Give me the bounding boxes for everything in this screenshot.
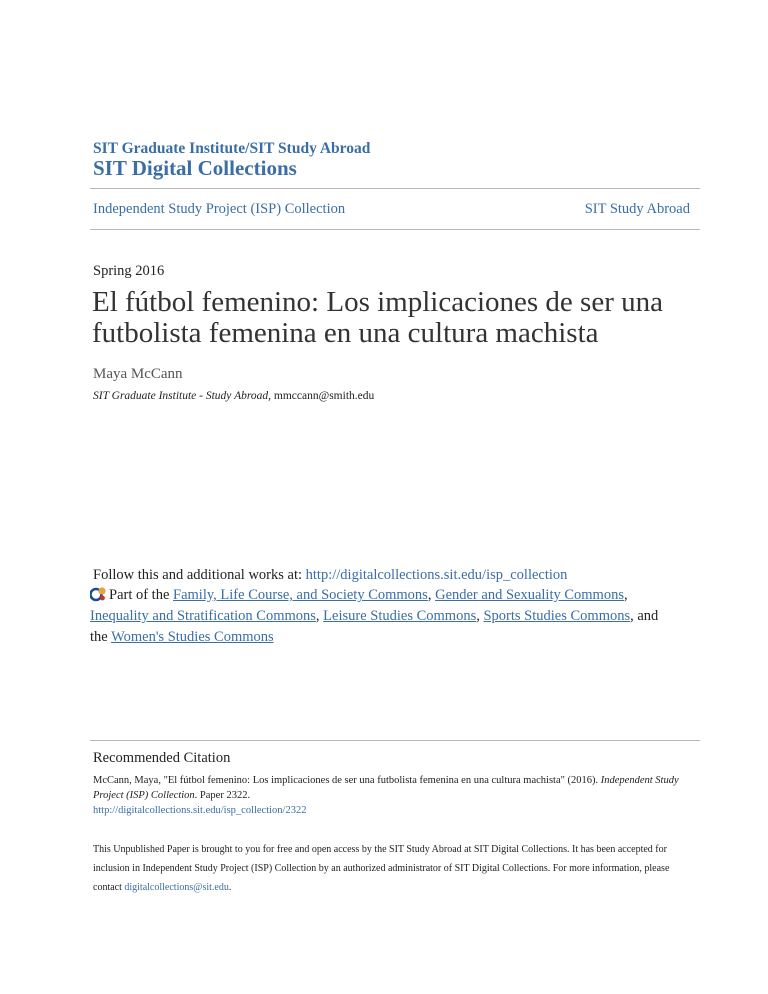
notice-end: . <box>228 882 232 893</box>
citation-text <box>93 773 693 818</box>
part-of-commons <box>90 585 690 648</box>
collection-name[interactable]: SIT Digital Collections <box>93 156 297 180</box>
citation-journal: Independent Study Project (ISP) Collection <box>93 775 679 801</box>
affiliation-name: SIT Graduate Institute - Study Abroad <box>93 390 269 402</box>
commons-link-womens[interactable]: Women's Studies Commons <box>111 629 274 645</box>
isp-collection-link[interactable]: Independent Study Project (ISP) Collection <box>93 201 346 217</box>
commons-link-sports[interactable]: Sports Studies Commons <box>483 608 631 624</box>
notice-text: This Unpublished Paper is brought to you for free and open access by the SIT Study Abroad at SIT Digital Collections. It has been accepted for inclusion in Independent Study Project (ISP) Collection by an authorized administrator of SIT Digital Collections. For more information, please contact <box>93 844 670 893</box>
commons-link-family[interactable]: Family, Life Course, and Society Commons <box>173 587 428 603</box>
commons-link-gender[interactable]: Gender and Sexuality Commons <box>435 587 624 603</box>
separator: , <box>427 587 436 603</box>
paper-title <box>92 287 692 349</box>
collection-url-link[interactable]: http://digitalcollections.sit.edu/isp_collection <box>305 567 568 583</box>
citation-divider <box>90 740 700 741</box>
paper-title-line-2: futbolista femenina en una cultura machista <box>92 317 599 349</box>
follow-line <box>93 567 567 584</box>
bepress-commons-icon <box>90 585 107 602</box>
institution-name[interactable]: SIT Graduate Institute/SIT Study Abroad <box>93 140 371 157</box>
paper-title-line-1: El fútbol femenino: Los implicaciones de ser una <box>92 286 663 318</box>
top-divider <box>90 188 700 189</box>
separator: , <box>315 608 324 624</box>
citation-plain: McCann, Maya, "El fútbol femenino: Los implicaciones de ser una futbolista femenina en una cultura machista" (2016). <box>93 775 601 786</box>
citation-url-link[interactable]: http://digitalcollections.sit.edu/isp_collection/2322 <box>93 805 307 816</box>
citation-paper-number: . Paper 2322. <box>194 790 251 801</box>
nav-divider <box>90 229 700 230</box>
sit-study-abroad-link[interactable]: SIT Study Abroad <box>584 201 690 217</box>
author-email: , mmccann@smith.edu <box>268 390 375 402</box>
part-of-prefix: Part of the <box>109 587 174 603</box>
separator: , <box>623 587 628 603</box>
publication-date: Spring 2016 <box>93 263 165 279</box>
author-affiliation <box>93 390 374 402</box>
conjunction: , and <box>630 608 659 624</box>
separator: , <box>476 608 484 624</box>
follow-label: Follow this and additional works at: <box>93 567 306 583</box>
contact-email-link[interactable]: digitalcollections@sit.edu <box>124 882 229 893</box>
access-notice <box>93 840 693 897</box>
commons-link-inequality[interactable]: Inequality and Stratification Commons <box>90 608 316 624</box>
commons-link-leisure[interactable]: Leisure Studies Commons <box>323 608 477 624</box>
author-name: Maya McCann <box>93 366 183 382</box>
article: the <box>90 629 112 645</box>
recommended-citation-heading: Recommended Citation <box>93 750 231 766</box>
